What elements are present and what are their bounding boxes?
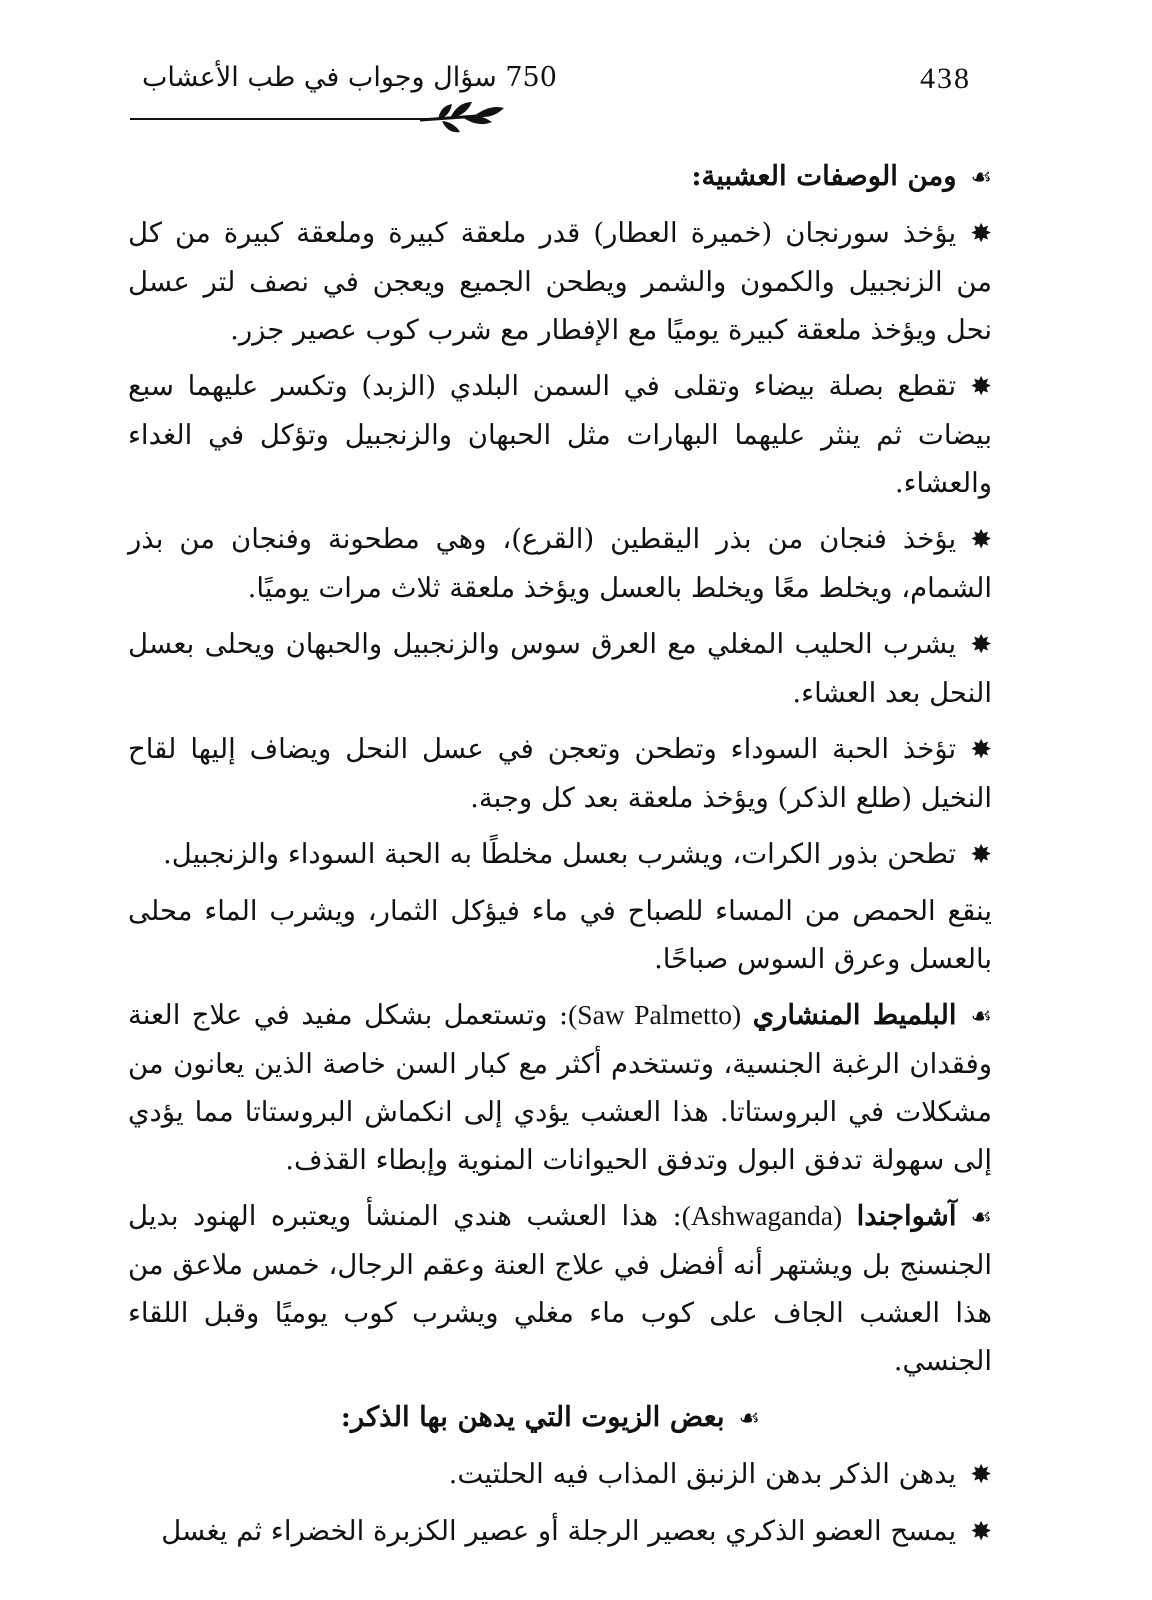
star-bullet-icon: ✸ bbox=[970, 735, 992, 765]
saw-palmetto-name: البلميط المنشاري bbox=[752, 999, 957, 1031]
leaf-bullet-icon: ☙ bbox=[970, 1203, 992, 1231]
section-heading-recipes: ☙ومن الوصفات العشبية: bbox=[128, 152, 1000, 201]
ashwaganda-name: آشواجندا bbox=[856, 1200, 957, 1232]
chickpea-paragraph: ينقع الحمص من المساء للصباح في ماء فيؤكل الثمار، ويشرب الماء محلى بالعسل وعرق السوس صباحًا. bbox=[128, 895, 992, 975]
recipe-item: ✸يؤخذ فنجان من بذر اليقطين (القرع)، وهي مطحونة وفنجان من بذر الشمام، ويخلط معًا ويخلط بالعسل ويؤخذ ملعقة ثلاث مرات يوميًا. bbox=[128, 515, 1000, 612]
header-rule bbox=[130, 118, 430, 120]
leaf-bullet-icon: ☙ bbox=[970, 1002, 993, 1030]
ashwaganda-entry bbox=[128, 1192, 1000, 1385]
leaf-bullet-icon: ☙ bbox=[970, 163, 992, 191]
recipe-item: ✸تقطع بصلة بيضاء وتقلى في السمن البلدي (الزبد) وتكسر عليهما سبع بيضات ثم ينثر عليهما البهارات مثل الحبهان والزنجبيل وتؤكل في الغداء والعشاء. bbox=[128, 362, 1000, 507]
leaf-ornament-icon bbox=[418, 98, 508, 138]
star-bullet-icon: ✸ bbox=[970, 219, 992, 249]
star-bullet-icon: ✸ bbox=[970, 1517, 992, 1547]
recipe-item: ✸يؤخذ سورنجان (خميرة العطار) قدر ملعقة كبيرة وملعقة كبيرة من كل من الزنجبيل والكمون والشمر ويطحن الجميع ويعجن في نصف لتر عسل نحل ويؤخذ ملعقة كبيرة يوميًا مع الإفطار مع شرب كوب عصير جزر. bbox=[128, 209, 1000, 354]
oil-item: ✸يدهن الذكر بدهن الزنبق المذاب فيه الحلتيت. bbox=[128, 1450, 1000, 1499]
ashwaganda-text: : هذا العشب هندي المنشأ ويعتبره الهنود بديل الجنسنج بل ويشتهر أنه أفضل في علاج العنة وعقم الرجال، خمس ملاعق من هذا العشب الجاف على كوب ماء مغلي ويشرب كوب يوميًا وقبل اللقاء الجنسي. bbox=[128, 1200, 992, 1377]
star-bullet-icon: ✸ bbox=[970, 1460, 992, 1490]
page-body bbox=[128, 152, 1000, 1564]
page-number: 438 bbox=[920, 62, 971, 95]
oil-item: ✸يمسح العضو الذكري بعصير الرجلة أو عصير الكزبرة الخضراء ثم يغسل bbox=[128, 1507, 1000, 1556]
saw-palmetto-entry bbox=[128, 991, 1000, 1184]
leaf-bullet-icon: ☙ bbox=[738, 1404, 760, 1432]
recipe-item: ✸تطحن بذور الكرات، ويشرب بعسل مخلطًا به الحبة السوداء والزنجبيل. bbox=[128, 830, 1000, 879]
page-header bbox=[130, 58, 1002, 98]
recipe-item: ✸يشرب الحليب المغلي مع العرق سوس والزنجبيل والحبهان ويحلى بعسل النحل بعد العشاء. bbox=[128, 620, 1000, 717]
star-bullet-icon: ✸ bbox=[970, 372, 992, 402]
saw-palmetto-latin: (Saw Palmetto) bbox=[568, 999, 742, 1030]
running-title: 750 سؤال وجواب في طب الأعشاب bbox=[142, 62, 557, 93]
saw-palmetto-text: : وتستعمل بشكل مفيد في علاج العنة وفقدان الرغبة الجنسية، وتستخدم أكثر مع كبار السن خاصة الذين يعانون من مشكلات في البروستاتا. هذا العشب يؤدي إلى انكماش البروستاتا مما يؤدي إلى سهولة تدفق البول وتدفق الحيوانات المنوية وإبطاء القذف. bbox=[128, 999, 992, 1176]
star-bullet-icon: ✸ bbox=[970, 630, 992, 660]
star-bullet-icon: ✸ bbox=[970, 525, 992, 555]
ashwaganda-latin: (Ashwaganda) bbox=[681, 1200, 843, 1231]
section-heading-oils: ☙بعض الزيوت التي يدهن بها الذكر: bbox=[128, 1393, 1000, 1442]
star-bullet-icon: ✸ bbox=[970, 840, 992, 870]
recipe-item: ✸تؤخذ الحبة السوداء وتطحن وتعجن في عسل النحل ويضاف إليها لقاح النخيل (طلع الذكر) ويؤخذ ملعقة بعد كل وجبة. bbox=[128, 725, 1000, 822]
